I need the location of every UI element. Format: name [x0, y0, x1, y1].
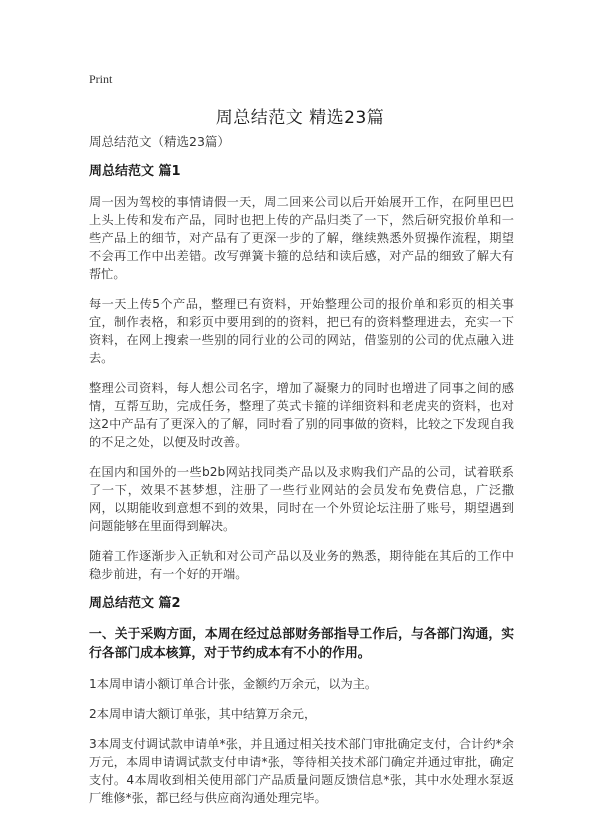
document-body	[89, 133, 514, 819]
paragraph: 3本周支付调试款申请单*张，并且通过相关技术部门审批确定支付，合计约*余万元，本周申请调试款支付申请*张，等待相关技术部门确定并通过审批，确定支付。4本周收到相关使用部门产品质量问题反馈信息*张，其中水处理水泵返厂维修*张，都已经与供应商沟通处理完毕。	[89, 737, 514, 805]
print-label: Print	[89, 72, 113, 86]
paragraph: 2本周申请大额订单张，其中结算万余元，	[89, 707, 317, 721]
paragraph: 整理公司资料，每人想公司名字，增加了凝聚力的同时也增进了同事之间的感情，互帮互助，完成任务，整理了英式卡箍的详细资料和老虎夹的资料，也对这2中产品有了更深入的了解，同时看了别的同事做的资料，比较之下发现自我的不足之处，以便及时改善。	[89, 381, 514, 449]
document-title: 周总结范文 精选23篇	[215, 108, 385, 128]
paragraph: 周一因为驾校的事情请假一天，周二回来公司以后开始展开工作，在阿里巴巴上头上传和发布产品，同时也把上传的产品归类了一下，然后研究报价单和一些产品上的细节，对产品有了更深一步的了解，继续熟悉外贸操作流程，期望不会再工作中出差错。改写弹簧卡箍的总结和读后感，对产品的细致了解大有帮忙。	[89, 195, 514, 281]
section-heading: 周总结范文 篇2	[89, 596, 181, 611]
section-1	[89, 163, 514, 583]
paragraph: 在国内和国外的一些b2b网站找同类产品以及求购我们产品的公司，试着联系了一下，效果不甚梦想，注册了一些行业网站的会员发布免费信息，广泛撒网，以期能收到意想不到的效果，同时在一个外贸论坛注册了账号，期望遇到问题能够在里面得到解决。	[89, 465, 514, 533]
paragraph: 随着工作逐渐步入正轨和对公司产品以及业务的熟悉，期待能在其后的工作中稳步前进，有一个好的开端。	[89, 549, 514, 581]
section-lead-paragraph: 一、关于采购方面，本周在经过总部财务部指导工作后，与各部门沟通，实行各部门成本核算，对于节约成本有不小的作用。	[89, 627, 514, 661]
section-2	[89, 595, 514, 807]
paragraph: 每一天上传5个产品，整理已有资料，开始整理公司的报价单和彩页的相关事宜，制作表格，和彩页中要用到的的资料，把已有的资料整理进去，充实一下资料，在网上搜索一些别的同行业的公司的网站，借鉴别的公司的优点融入进去。	[89, 297, 514, 365]
paragraph: 1本周申请小额订单合计张，金额约万余元，以为主。	[89, 677, 378, 691]
section-heading: 周总结范文 篇1	[89, 164, 181, 179]
document-subtitle: 周总结范文（精选23篇）	[89, 134, 230, 149]
